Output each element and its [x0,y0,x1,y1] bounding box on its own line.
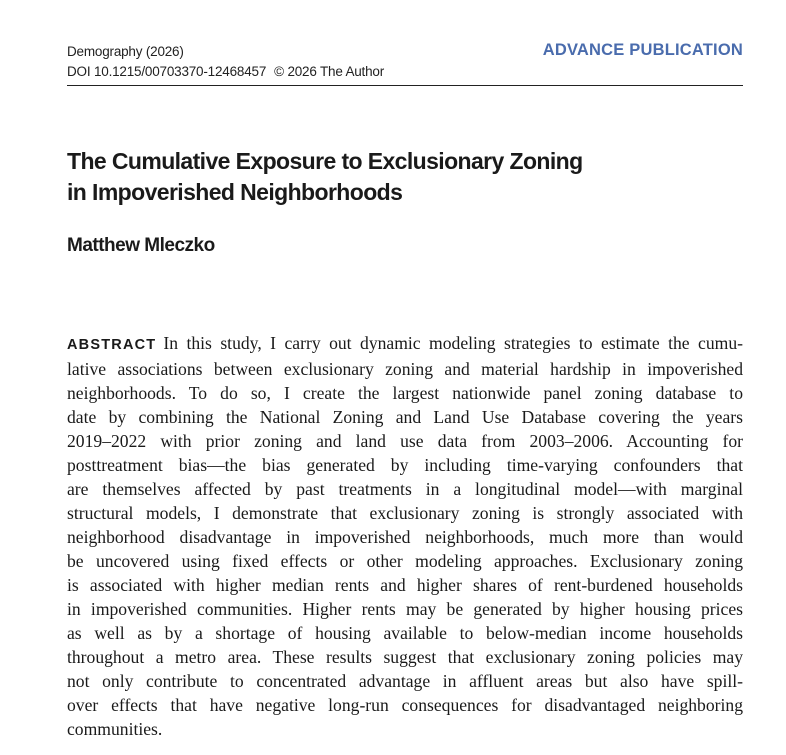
abstract-line: is associated with higher median rents and higher shares of rent-burdened households [67,575,743,595]
abstract-line: neighborhoods. To do so, I create the largest nationwide panel zoning database to [67,383,743,403]
running-header [67,42,743,86]
abstract [67,331,743,741]
abstract-line-text: In this study, I carry out dynamic modeling strategies to estimate the cumu- [163,333,743,353]
doi-text: DOI 10.1215/00703370-12468457 [67,64,267,79]
abstract-line: communities. [67,719,163,739]
abstract-line: as well as by a shortage of housing available to below-median income households [67,623,743,643]
abstract-line: be uncovered using fixed effects or other modeling approaches. Exclusionary zoning [67,551,743,571]
title-line: in Impoverished Neighborhoods [67,179,403,205]
abstract-line: neighborhood disadvantage in impoverished neighborhoods, much more than would [67,527,743,547]
abstract-line: posttreatment bias—the bias generated by including time-varying confounders that [67,455,743,475]
copyright-text: © 2026 The Author [274,64,385,79]
abstract-line: 2019–2022 with prior zoning and land use data from 2003–2006. Accounting for [67,431,743,451]
abstract-line: in impoverished communities. Higher rents may be generated by higher housing prices [67,599,743,619]
abstract-line [67,331,743,357]
journal-citation: Demography (2026) [67,44,184,59]
abstract-line: lative associations between exclusionary zoning and material hardship in impoverished [67,359,743,379]
abstract-line: throughout a metro area. These results suggest that exclusionary zoning policies may [67,647,743,667]
doi-line [67,62,743,82]
advance-publication-badge: ADVANCE PUBLICATION [542,41,743,59]
title-line: The Cumulative Exposure to Exclusionary Zoning [67,148,583,174]
abstract-line: are themselves affected by past treatments in a longitudinal model—with marginal [67,479,743,499]
article-title [67,146,727,208]
author-name: Matthew Mleczko [67,235,215,256]
abstract-line: over effects that have negative long-run consequences for disadvantaged neighboring [67,695,743,715]
abstract-line: date by combining the National Zoning and Land Use Database covering the years [67,407,743,427]
abstract-line: structural models, I demonstrate that exclusionary zoning is strongly associated with [67,503,743,523]
abstract-line: not only contribute to concentrated advantage in affluent areas but also have spill- [67,671,743,691]
abstract-label: ABSTRACT [67,337,157,353]
